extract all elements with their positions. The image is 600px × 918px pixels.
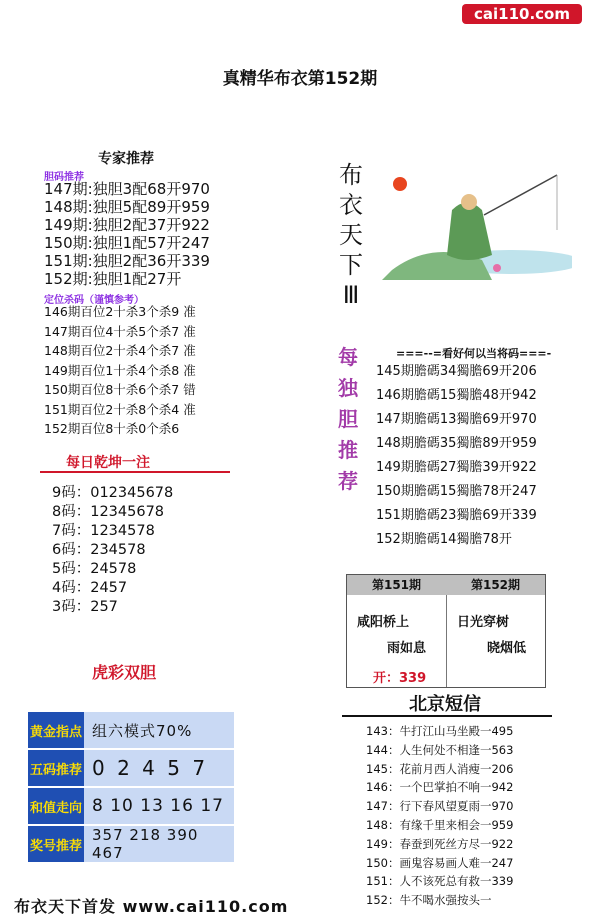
list-item: 151：人不该死总有救一339 (366, 874, 514, 889)
list-item: 150：画鬼容易画人难一247 (366, 855, 514, 870)
recommend-grid (28, 712, 234, 862)
footer-text: 布衣天下首发 www.cai110.com (14, 897, 289, 916)
fisherman-illustration (372, 170, 572, 280)
page-title: 真精华布衣第152期 (222, 69, 378, 89)
expert-tag: 胆码推荐 (44, 172, 84, 183)
list-item: 150期:独胆1配57开247 (44, 234, 210, 252)
list-item: 152：牛不喝水强按头一 (366, 893, 492, 908)
list-item: 144：人生何处不相逢一563 (366, 742, 514, 757)
brand-char: 天 (339, 221, 363, 249)
divider (446, 595, 447, 687)
site-logo[interactable]: cai110.com (462, 4, 582, 24)
solo-char: 荐 (338, 469, 358, 493)
poem-line: 日光穿树 (457, 615, 510, 630)
list-item: 146：一个巴掌拍不响一942 (366, 780, 514, 795)
list-item: 9码：012345678 (52, 485, 174, 501)
list-item: 5码：24578 (52, 561, 137, 577)
list-item: 150期膽碼15獨膽78开247 (376, 484, 537, 499)
beijing-list (366, 722, 513, 910)
grid-label: 黄金指点 (28, 712, 84, 748)
list-item: 150期百位8十杀6个杀7 错 (44, 382, 196, 397)
list-item: 148期百位2十杀4个杀7 准 (44, 343, 196, 358)
list-item: 149期膽碼27獨膽39开922 (376, 460, 537, 475)
grid-row (28, 712, 234, 748)
grid-value: 组六模式70% (84, 712, 234, 748)
list-item: 148期膽碼35獨膽89开959 (376, 436, 537, 451)
poem-line: 咸阳桥上 (357, 615, 410, 630)
grid-row (28, 788, 234, 824)
expert-list (44, 180, 210, 288)
list-item: 149期:独胆2配37开922 (44, 216, 210, 234)
list-item: 152期百位8十杀0个杀6 (44, 421, 180, 436)
solo-vertical (334, 342, 362, 497)
list-item: 149期百位1十杀4个杀8 准 (44, 362, 196, 378)
list-item: 147期百位4十杀5个杀7 准 (44, 323, 196, 339)
poem-right-head: 第152期 (446, 575, 545, 595)
grid-label: 和值走向 (28, 788, 84, 824)
grid-value: 0 2 4 5 7 (84, 750, 234, 786)
list-item: 7码：1234578 (52, 523, 155, 539)
kill-list (44, 302, 196, 439)
grid-row (28, 826, 234, 862)
list-item: 4码：2457 (52, 580, 128, 596)
list-item: 151期膽碼23獨膽69开339 (376, 508, 537, 523)
kill-tag: 定位杀码（谨慎参考） (44, 295, 144, 306)
list-item: 3码：257 (52, 599, 118, 615)
brand-vertical (336, 160, 366, 310)
brand-char: 衣 (339, 191, 363, 219)
grid-label: 五码推荐 (28, 750, 84, 786)
poem-line: 晓烟低 (487, 641, 527, 656)
list-item: 151期:独胆2配36开339 (44, 252, 210, 270)
right-heading: ===--=看好何以当将码===- (396, 347, 552, 360)
list-item: 146期百位2十杀3个杀9 准 (44, 304, 196, 319)
list-item: 152期:独胆1配27开 (44, 270, 182, 288)
expert-heading: 专家推荐 (98, 151, 154, 167)
divider (342, 715, 552, 717)
grid-row (28, 750, 234, 786)
solo-char: 推 (338, 438, 358, 462)
list-item: 149：春蚕到死丝方尽一922 (366, 836, 514, 851)
list-item: 148期:独胆5配89开959 (44, 198, 210, 216)
list-item: 145：花前月西人消瘦一206 (366, 761, 514, 776)
solo-char: 每 (338, 345, 358, 369)
poem-open: 开：339 (373, 671, 427, 686)
brand-char: Ⅲ (342, 281, 360, 309)
list-item: 146期膽碼15獨膽48开942 (376, 388, 537, 403)
list-item: 152期膽碼14獨膽78开 (376, 532, 512, 547)
brand-char: 下 (339, 251, 363, 279)
daily-heading: 每日乾坤一注 (66, 455, 150, 471)
list-item: 151期百位2十杀8个杀4 准 (44, 401, 196, 417)
solo-char: 胆 (338, 407, 358, 431)
list-item: 143：牛打江山马坐殿一495 (366, 724, 514, 738)
daily-list (52, 484, 173, 617)
poem-line: 雨如息 (387, 641, 427, 656)
list-item: 8码：12345678 (52, 504, 165, 520)
tiger-heading: 虎彩双胆 (92, 663, 157, 682)
poem-box (346, 574, 546, 688)
poem-left-head: 第151期 (347, 575, 446, 595)
list-item: 147：行下春风望夏雨一970 (366, 799, 514, 814)
list-item: 148：有缘千里来相会一959 (366, 817, 514, 832)
list-item: 147期:独胆3配68开970 (44, 180, 210, 198)
solo-char: 独 (338, 376, 358, 400)
grid-value: 357 218 390 467 (84, 826, 234, 862)
beijing-title: 北京短信 (409, 694, 481, 715)
divider (40, 471, 230, 473)
list-item: 145期膽碼34獨膽69开206 (376, 364, 537, 379)
grid-value: 8 10 13 16 17 (84, 788, 234, 824)
list-item: 6码：234578 (52, 542, 146, 558)
list-item: 147期膽碼13獨膽69开970 (376, 412, 537, 427)
grid-label: 奖号推荐 (28, 826, 84, 862)
brand-char: 布 (339, 161, 363, 189)
right-list (376, 360, 537, 552)
